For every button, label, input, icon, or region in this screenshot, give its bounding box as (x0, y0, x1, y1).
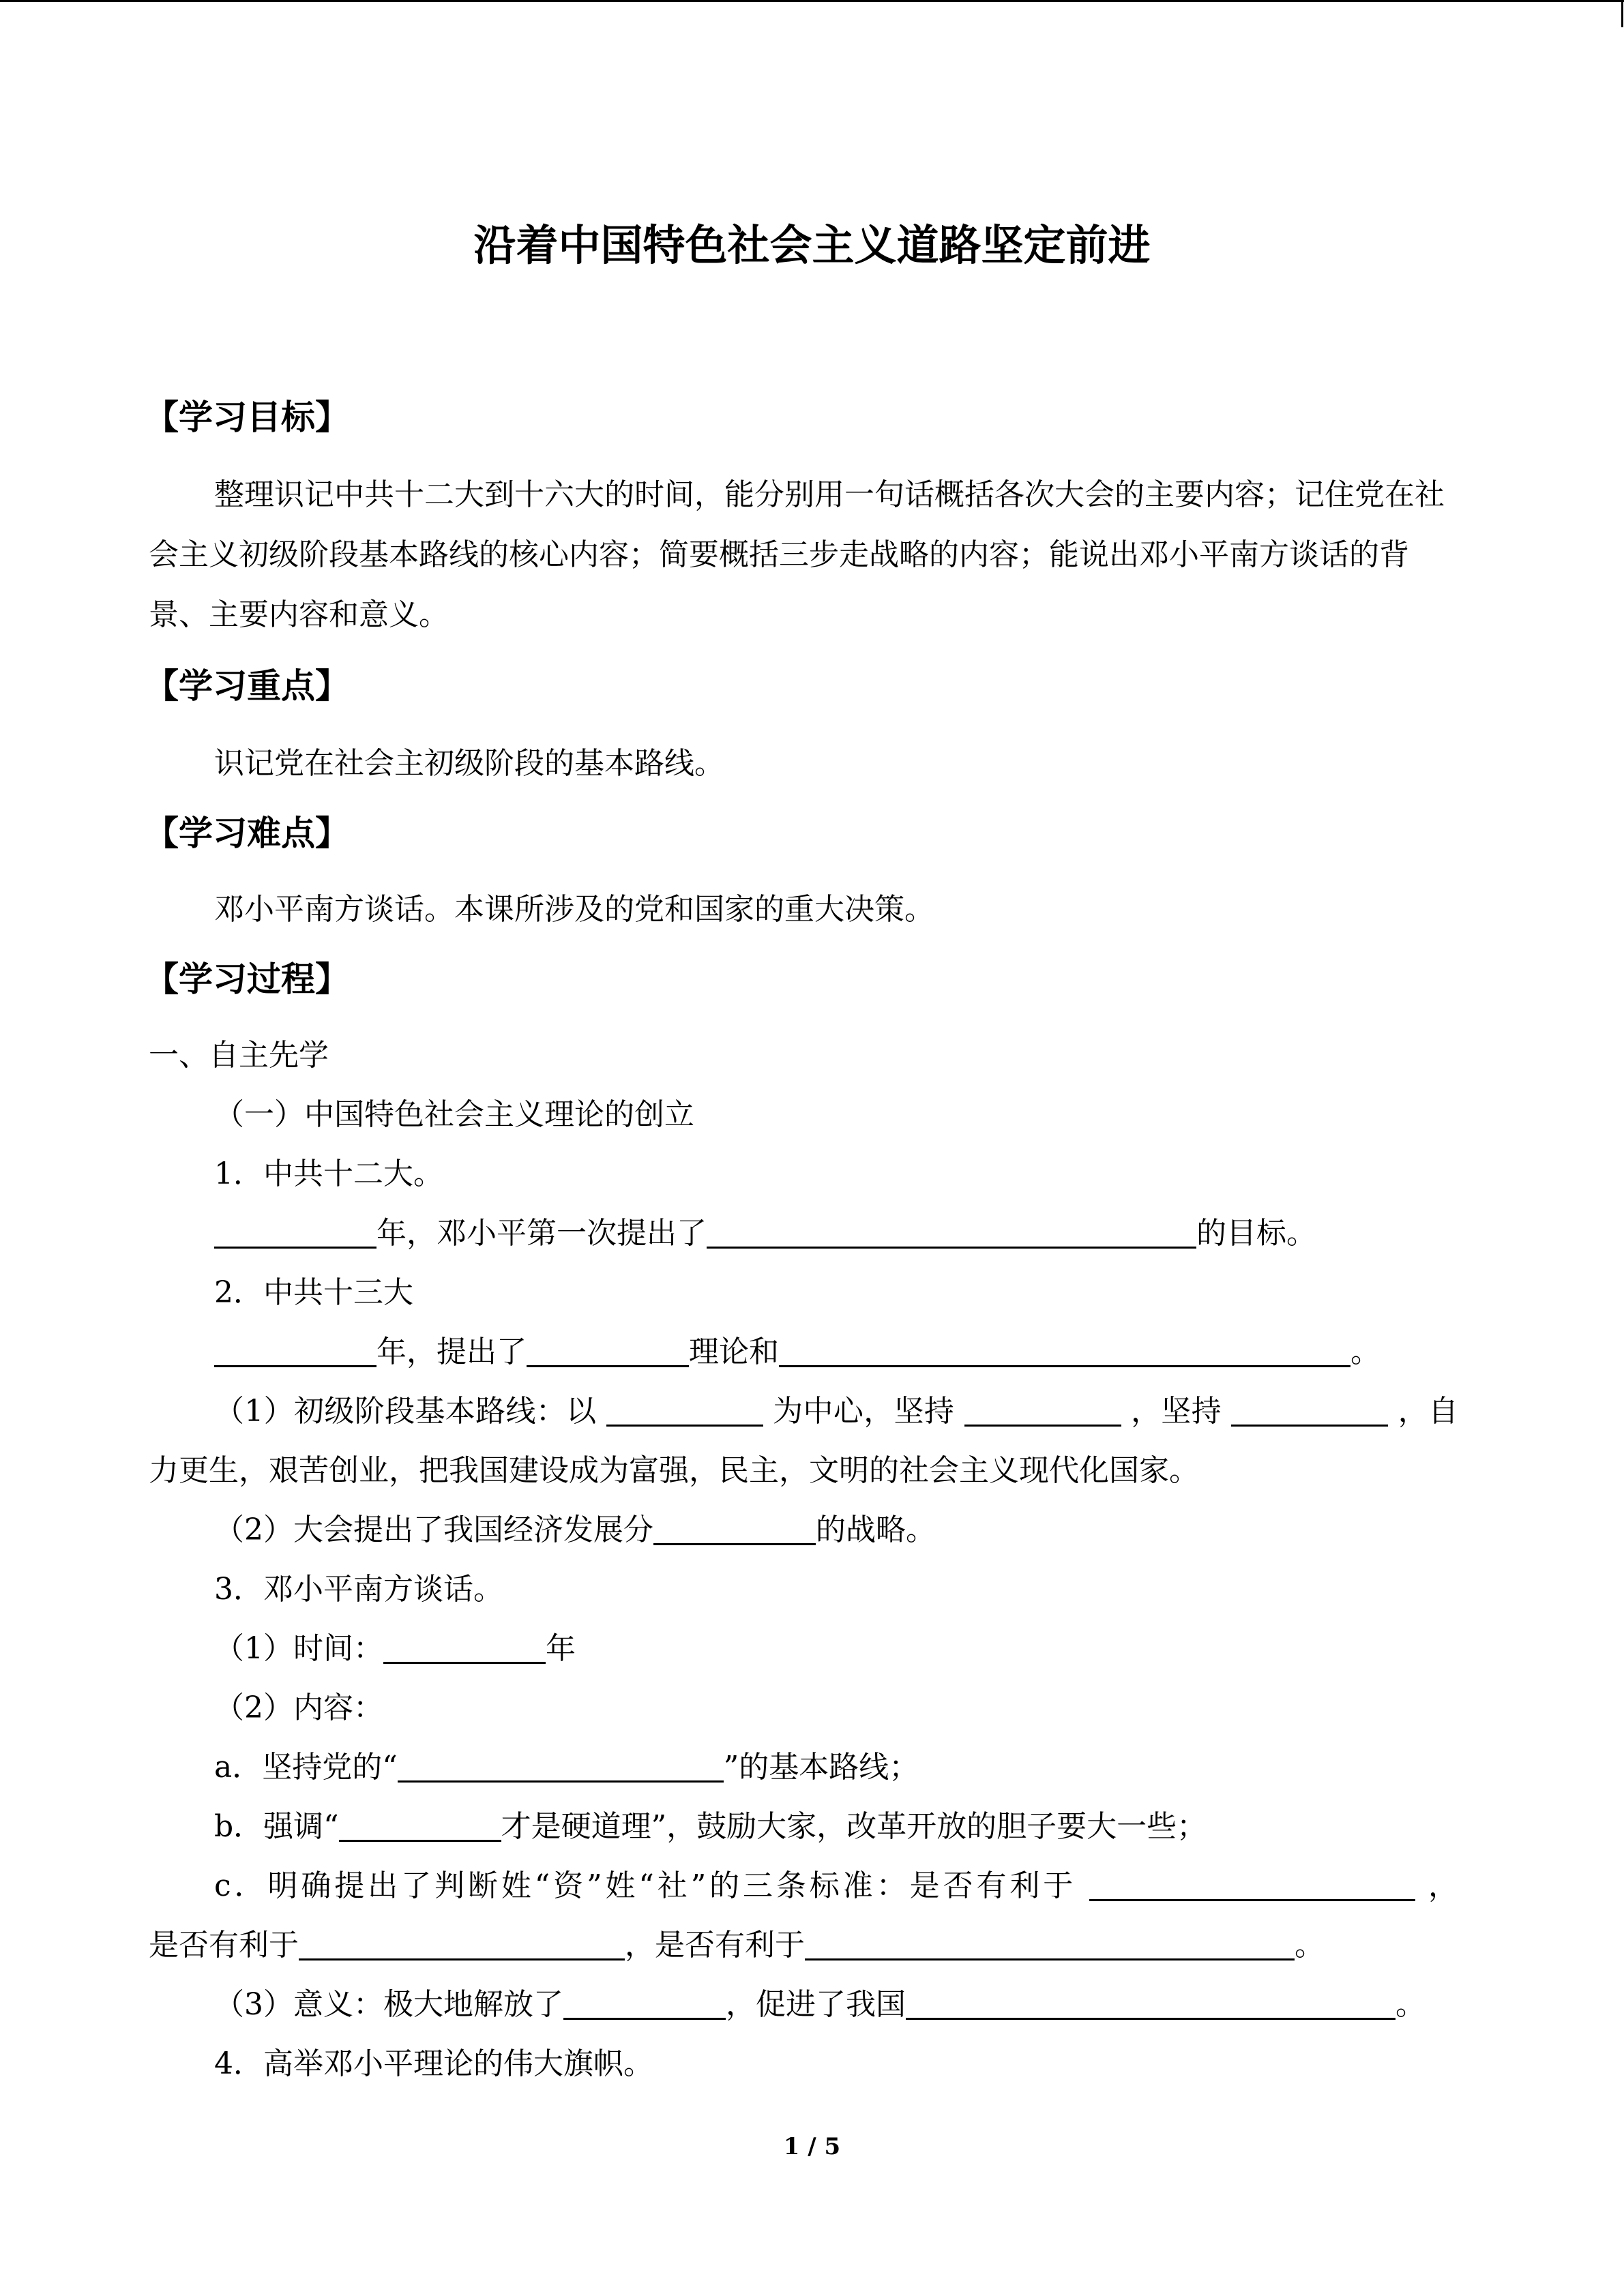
key-points-text: 识记党在社会主初级阶段的基本路线。 (214, 746, 724, 781)
heading-objectives: 【学习目标】 (145, 398, 349, 437)
blank[interactable] (779, 1335, 1350, 1367)
heading-difficulties: 【学习难点】 (145, 814, 349, 853)
text-segment: 为中心，坚持 (773, 1394, 955, 1429)
blank[interactable] (299, 1928, 625, 1960)
blank[interactable] (906, 1988, 1396, 2020)
heading-key-points: 【学习重点】 (145, 666, 349, 706)
text-segment: ，坚持 (1130, 1394, 1222, 1429)
item2-fill-line (214, 1333, 1381, 1371)
blank[interactable] (1231, 1395, 1388, 1427)
content-c-continued (149, 1926, 1325, 1965)
significance-fill (214, 1986, 1426, 2024)
page-number: 1 / 5 (783, 2133, 841, 2160)
text-segment: 。 (1350, 1335, 1381, 1369)
text-segment: （1）初级阶段基本路线：以 (214, 1394, 597, 1429)
text-segment: ，自 (1398, 1394, 1459, 1429)
text-segment: 年，提出了 (377, 1335, 527, 1369)
blank[interactable] (964, 1395, 1121, 1427)
time-fill (214, 1630, 576, 1668)
text-segment: a．坚持党的“ (214, 1750, 398, 1785)
text-segment: 是否有利于 (149, 1928, 299, 1963)
part-self-study: 一、自主先学 (149, 1038, 329, 1073)
blank[interactable] (214, 1335, 377, 1367)
blank[interactable] (527, 1335, 689, 1367)
blank[interactable] (563, 1988, 726, 2020)
item-12th-congress: 1．中共十二大。 (214, 1157, 443, 1191)
content-c-fill (149, 1867, 1458, 1905)
content-b-fill (214, 1808, 1207, 1846)
page-title: 沿着中国特色社会主义道路坚定前进 (473, 220, 1151, 270)
text-segment: 。 (1295, 1928, 1325, 1963)
subsection-theory: （一）中国特色社会主义理论的创立 (214, 1097, 694, 1132)
strategy-fill (214, 1511, 936, 1549)
text-segment: ”的基本路线； (723, 1750, 919, 1785)
blank[interactable] (214, 1217, 377, 1249)
text-segment: 理论和 (689, 1335, 779, 1369)
content-label: （2）内容： (214, 1690, 383, 1725)
item1-fill-line (214, 1214, 1316, 1253)
blank[interactable] (398, 1750, 724, 1783)
item-deng-theory: 4．高举邓小平理论的伟大旗帜。 (214, 2046, 653, 2081)
text-segment: b．强调“ (214, 1809, 339, 1844)
text-segment: 才是硬道理”，鼓励大家，改革开放的胆子要大一些； (501, 1809, 1207, 1844)
text-segment: 年 (546, 1631, 576, 1666)
objectives-text: 整理识记中共十二大到十六大的时间，能分别用一句话概括各次大会的主要内容；记住党在社会主义初级阶段基本路线的核心内容；简要概括三步走战略的内容；能说出邓小平南方谈话的背景、主要内容和意义。 (149, 477, 1445, 632)
basic-line-continued: 力更生，艰苦创业，把我国建设成为富强，民主，文明的社会主义现代化国家。 (149, 1453, 1199, 1488)
item-southern-talks: 3．邓小平南方谈话。 (214, 1572, 503, 1607)
text-segment: c．明确提出了判断姓“资”姓“社”的三条标准：是否有利于 (214, 1868, 1077, 1903)
difficulties-text: 邓小平南方谈话。本课所涉及的党和国家的重大决策。 (214, 892, 934, 927)
text-segment: 。 (1396, 1987, 1426, 2022)
top-border (0, 0, 1624, 2)
item-13th-congress: 2．中共十三大 (214, 1275, 413, 1310)
text-segment: 年，邓小平第一次提出了 (377, 1216, 707, 1251)
blank[interactable] (707, 1217, 1196, 1249)
right-border (1621, 0, 1623, 27)
text-segment: 的战略。 (816, 1512, 936, 1547)
basic-line-fill (149, 1392, 1458, 1431)
blank[interactable] (653, 1513, 816, 1545)
text-segment: 的目标。 (1196, 1216, 1316, 1251)
blank[interactable] (1089, 1869, 1415, 1901)
blank[interactable] (805, 1928, 1295, 1960)
text-segment: （1）时间： (214, 1631, 383, 1666)
text-segment: ，是否有利于 (625, 1928, 805, 1963)
blank[interactable] (383, 1632, 546, 1664)
text-segment: ，促进了我国 (726, 1987, 906, 2022)
content-a-fill (214, 1748, 919, 1787)
text-segment: （3）意义：极大地解放了 (214, 1987, 563, 2022)
text-segment: ， (1428, 1868, 1458, 1903)
blank[interactable] (339, 1810, 501, 1842)
text-segment: （2）大会提出了我国经济发展分 (214, 1512, 653, 1547)
heading-process: 【学习过程】 (145, 959, 349, 999)
blank[interactable] (606, 1395, 763, 1427)
